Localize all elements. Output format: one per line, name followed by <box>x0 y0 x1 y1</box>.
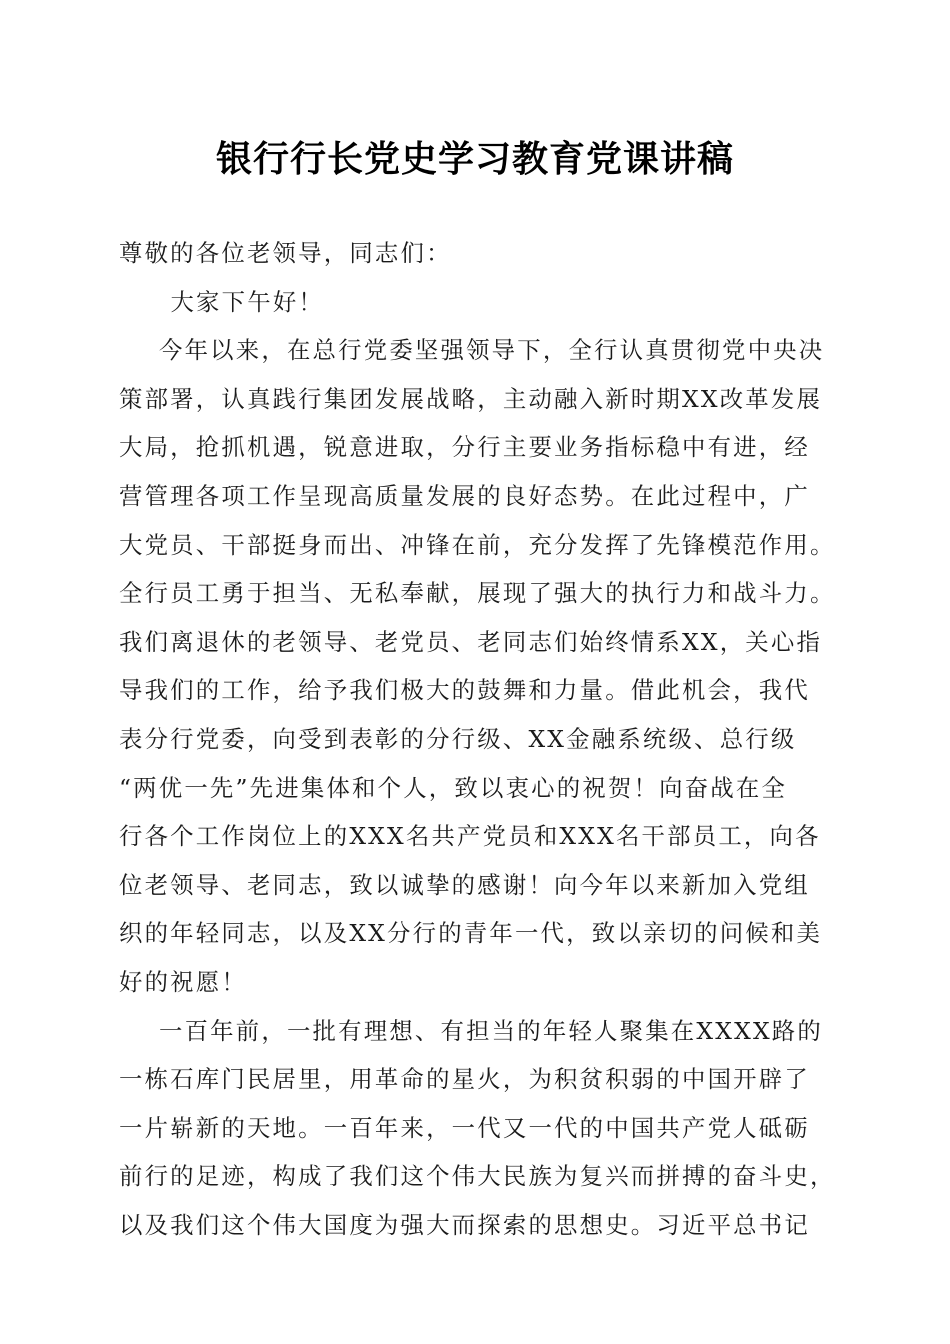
paragraph-line: 大党员、干部挺身而出、冲锋在前，充分发挥了先锋模范作用。 <box>119 530 836 559</box>
paragraph-1 <box>119 326 836 1006</box>
paragraph-line: 全行员工勇于担当、无私奉献，展现了强大的执行力和战斗力。 <box>119 579 836 608</box>
paragraph-line: 一百年前，一批有理想、有担当的年轻人聚集在XXXX路的 <box>159 1016 823 1045</box>
document-body <box>119 229 836 1249</box>
paragraph-line: 织的年轻同志，以及XX分行的青年一代，致以亲切的问候和美 <box>119 919 823 948</box>
paragraph-line: 前行的足迹，构成了我们这个伟大民族为复兴而拼搏的奋斗史， <box>119 1162 836 1191</box>
greeting: 大家下午好！ <box>170 287 325 316</box>
paragraph-line: 大局，抢抓机遇，锐意进取，分行主要业务指标稳中有进，经 <box>119 433 810 462</box>
paragraph-line: 行各个工作岗位上的XXX名共产党员和XXX名干部员工，向各 <box>119 822 821 851</box>
paragraph-line: 好的祝愿！ <box>119 967 247 996</box>
paragraph-line: 以及我们这个伟大国度为强大而探索的思想史。习近平总书记 <box>119 1210 810 1239</box>
paragraph-line: 位老领导、老同志，致以诚挚的感谢！向今年以来新加入党组 <box>119 870 810 899</box>
paragraph-line: 一片崭新的天地。一百年来，一代又一代的中国共产党人砥砺 <box>119 1113 810 1142</box>
paragraph-line: “两优一先”先进集体和个人，致以衷心的祝贺！向奋战在全 <box>119 773 788 802</box>
paragraph-line: 导我们的工作，给予我们极大的鼓舞和力量。借此机会，我代 <box>119 676 810 705</box>
paragraph-line: 今年以来，在总行党委坚强领导下，全行认真贯彻党中央决 <box>159 336 825 365</box>
salutation: 尊敬的各位老领导，同志们： <box>119 239 452 267</box>
paragraph-line: 策部署，认真践行集团发展战略，主动融入新时期XX改革发展 <box>119 384 823 413</box>
paragraph-line: 一栋石库门民居里，用革命的星火，为积贫积弱的中国开辟了 <box>119 1065 810 1094</box>
paragraph-2 <box>119 1007 836 1250</box>
paragraph-line: 表分行党委，向受到表彰的分行级、XX金融系统级、总行级 <box>119 724 797 753</box>
document-title: 银行行长党史学习教育党课讲稿 <box>215 138 734 180</box>
paragraph-line: 营管理各项工作呈现高质量发展的良好态势。在此过程中，广 <box>119 481 810 510</box>
paragraph-line: 我们离退休的老领导、老党员、老同志们始终情系XX，关心指 <box>119 627 823 656</box>
